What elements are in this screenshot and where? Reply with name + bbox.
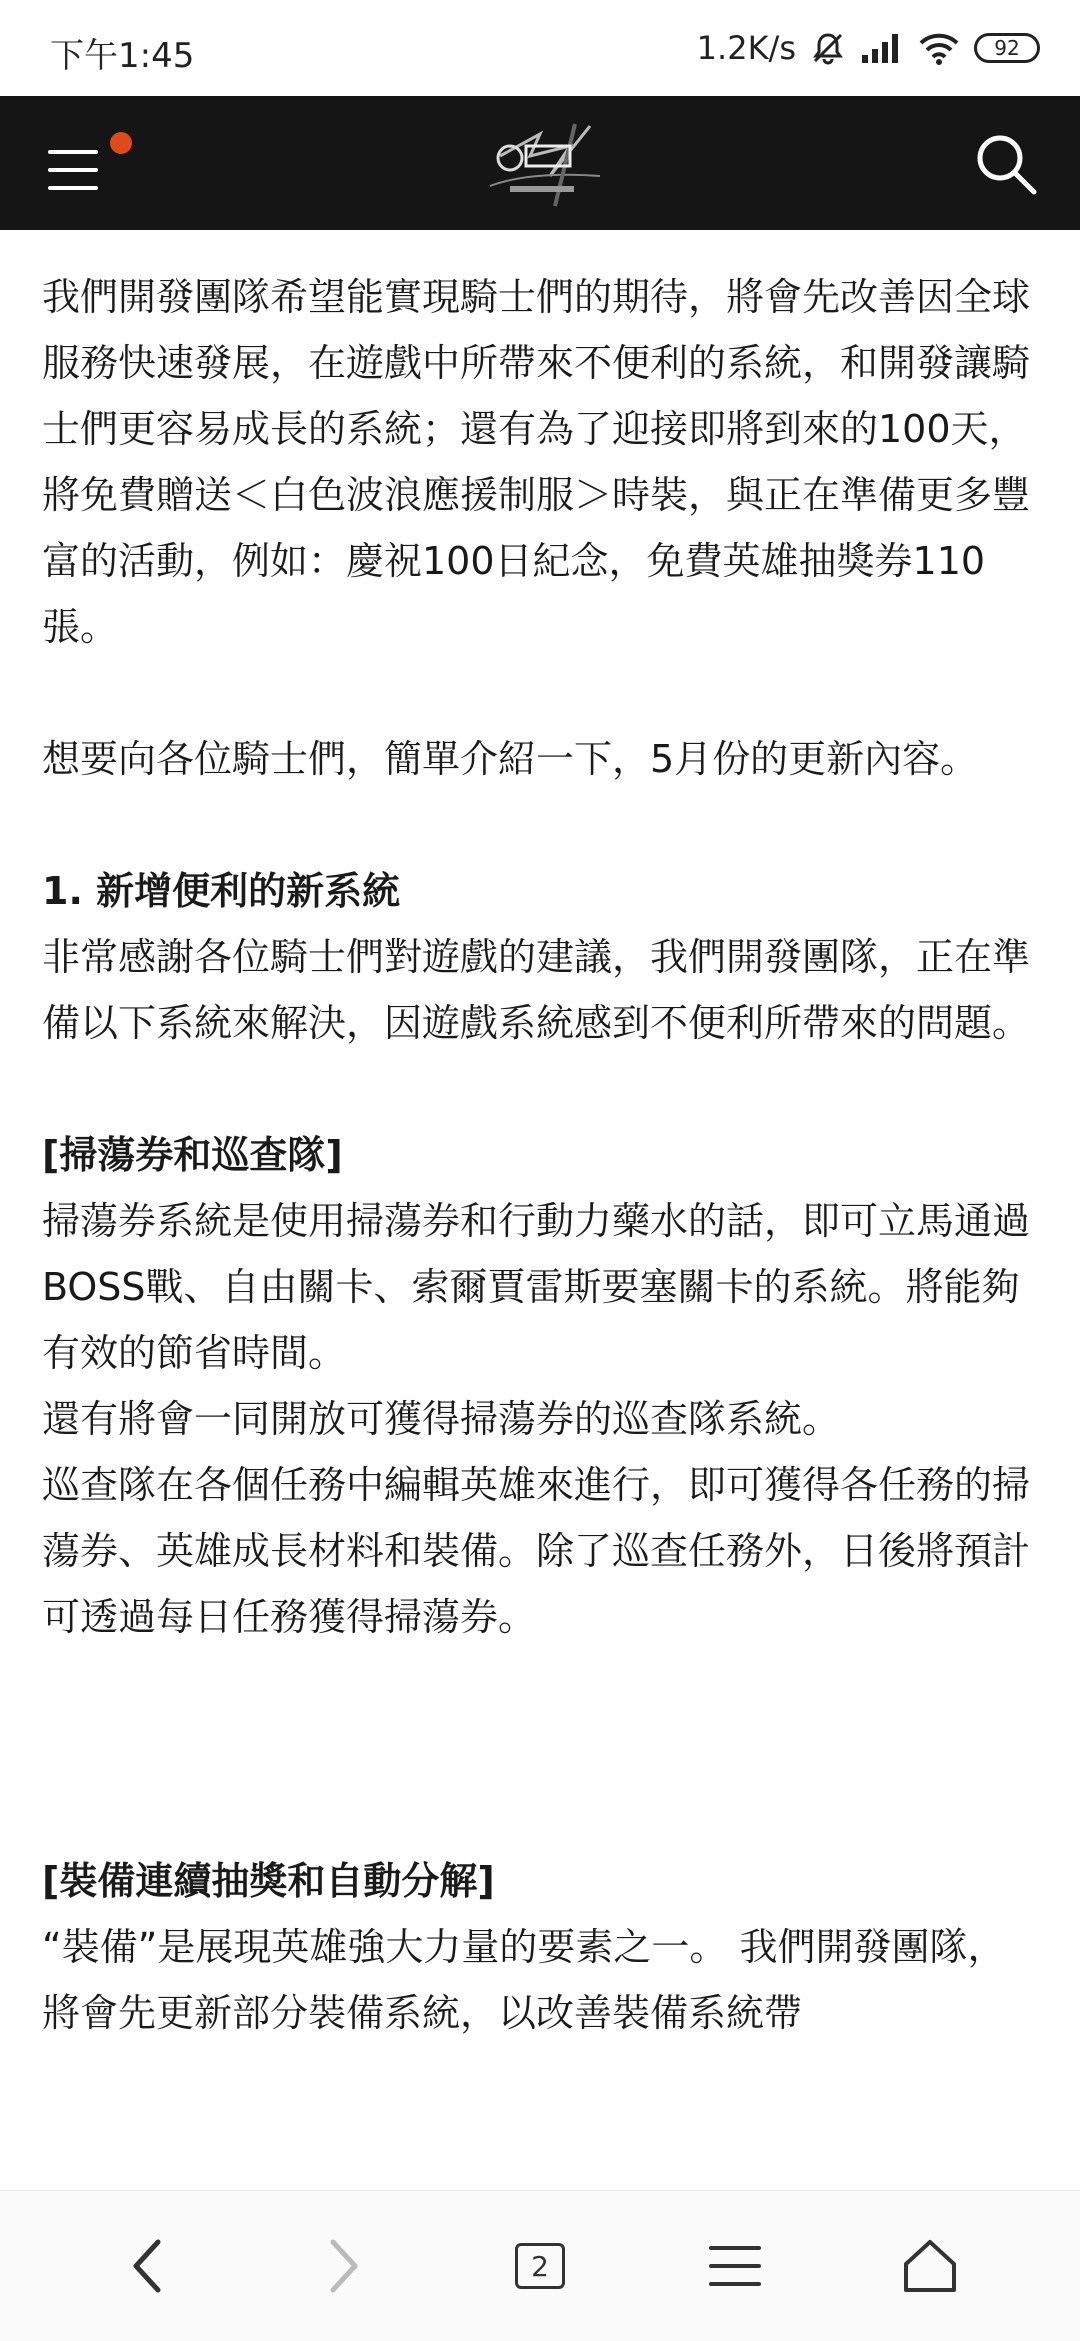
article-paragraph: 巡查隊在各個任務中編輯英雄來進行，即可獲得各任務的掃蕩券、英雄成長材料和裝備。除了巡查任務外，日後將預計可透過每日任務獲得掃蕩券。 bbox=[42, 1463, 1031, 1639]
hamburger-menu-icon bbox=[708, 2242, 762, 2290]
battery-indicator: 92 bbox=[974, 33, 1040, 63]
signal-icon bbox=[860, 31, 904, 65]
menu-list-button[interactable] bbox=[690, 2221, 780, 2311]
tabs-button[interactable] bbox=[495, 2221, 585, 2311]
menu-icon-bar bbox=[48, 186, 98, 190]
paragraph-gap bbox=[42, 1056, 1042, 1122]
paragraph-gap bbox=[42, 1782, 1042, 1848]
status-time: 下午1:45 bbox=[50, 36, 195, 76]
article-paragraph: 還有將會一同開放可獲得掃蕩券的巡查隊系統。 bbox=[42, 1397, 841, 1441]
home-icon bbox=[902, 2238, 958, 2294]
mute-bell-icon bbox=[810, 30, 846, 66]
status-bar bbox=[0, 0, 1080, 96]
home-button[interactable] bbox=[885, 2221, 975, 2311]
section-heading: [裝備連續抽獎和自動分解] bbox=[42, 1859, 495, 1903]
article-paragraph: 掃蕩券系統是使用掃蕩券和行動力藥水的話，即可立馬通過BOSS戰、自由關卡、索爾賈雷斯要塞關卡的系統。將能夠有效的節省時間。 bbox=[42, 1199, 1031, 1375]
forward-button[interactable] bbox=[298, 2221, 388, 2311]
search-icon[interactable] bbox=[972, 130, 1040, 198]
article-paragraph: 非常感謝各位騎士們對遊戲的建議，我們開發團隊，正在準備以下系統來解決，因遊戲系統感到不便利所帶來的問題。 bbox=[42, 935, 1031, 1045]
paragraph-gap bbox=[42, 1650, 1042, 1716]
status-icons bbox=[697, 26, 1040, 70]
paragraph-gap bbox=[42, 792, 1042, 858]
notification-dot bbox=[110, 132, 132, 154]
article-paragraph: 我們開發團隊希望能實現騎士們的期待，將會先改善因全球服務快速發展，在遊戲中所帶來不便利的系統，和開發讓騎士們更容易成長的系統；還有為了迎接即將到來的100天，將免費贈送＜白色波浪應援制服＞時裝，與正在準備更多豐富的活動，例如：慶祝100日紀念，免費英雄抽獎券110張。 bbox=[42, 275, 1031, 649]
menu-button[interactable] bbox=[44, 132, 108, 196]
article-paragraph: 想要向各位騎士們，簡單介紹一下，5月份的更新內容。 bbox=[42, 737, 979, 781]
tab-count: 2 bbox=[515, 2243, 565, 2289]
back-button[interactable] bbox=[103, 2221, 193, 2311]
article-body bbox=[42, 264, 1042, 2046]
network-speed: 1.2K/s bbox=[696, 29, 796, 67]
chevron-right-icon bbox=[323, 2238, 363, 2294]
menu-icon-bar bbox=[48, 168, 98, 172]
site-header bbox=[0, 96, 1080, 230]
section-heading: [掃蕩券和巡查隊] bbox=[42, 1133, 343, 1177]
menu-icon-bar bbox=[48, 150, 98, 154]
wifi-icon bbox=[918, 31, 960, 65]
game-logo-icon[interactable] bbox=[480, 116, 620, 212]
article-paragraph: “裝備”是展現英雄強大力量的要素之一。 我們開發團隊，將會先更新部分裝備系統，以改善裝備系統帶 bbox=[42, 1925, 1006, 2035]
browser-bottom-nav bbox=[0, 2190, 1080, 2341]
paragraph-gap bbox=[42, 660, 1042, 726]
chevron-left-icon bbox=[128, 2238, 168, 2294]
section-heading: 1. 新增便利的新系統 bbox=[42, 869, 401, 913]
paragraph-gap bbox=[42, 1716, 1042, 1782]
